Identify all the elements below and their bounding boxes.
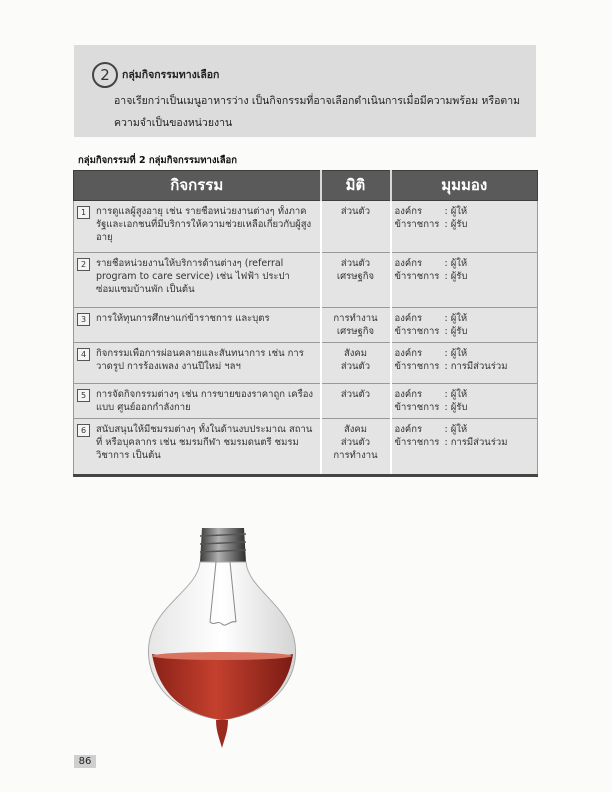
- perspective-value: : การมีส่วนร่วม: [444, 437, 508, 448]
- table-row: [74, 308, 538, 343]
- table-row: [74, 343, 538, 384]
- perspective-role: ข้าราชการ: [394, 402, 440, 413]
- section-description: อาจเรียกว่าเป็นเมนูอาหารว่าง เป็นกิจกรรมที่อาจเลือกดำเนินการเมื่อมีความพร้อม หรือตามความจำเป็นของหน่วยงาน: [114, 95, 521, 129]
- table-caption: กลุ่มกิจกรรมที่ 2 กลุ่มกิจกรรมทางเลือก: [78, 155, 237, 166]
- dimension-cell: ส่วนตัว: [321, 201, 391, 253]
- section-number-circle: 2: [92, 62, 118, 88]
- perspective-cell: [391, 308, 538, 343]
- table-row: [74, 384, 538, 419]
- perspective-role: ข้าราชการ: [394, 361, 440, 372]
- table-row: [74, 419, 538, 476]
- perspective-value: : ผู้ให้: [444, 348, 468, 359]
- perspective-role: องค์กร: [394, 348, 423, 359]
- row-number: 5: [77, 389, 90, 402]
- perspective-value: : ผู้รับ: [444, 219, 468, 230]
- perspective-value: : การมีส่วนร่วม: [444, 361, 508, 372]
- row-number: 4: [77, 348, 90, 361]
- activity-cell: [74, 343, 321, 384]
- perspective-value: : ผู้ให้: [444, 206, 468, 217]
- perspective-role: องค์กร: [394, 424, 423, 435]
- activity-text: การจัดกิจกรรมต่างๆ เช่น การขายของราคาถูก เครื่องแบบ ศูนย์ออกกำลังกาย: [96, 389, 314, 413]
- activity-cell: [74, 384, 321, 419]
- header-perspective: มุมมอง: [391, 171, 538, 201]
- activity-cell: [74, 253, 321, 308]
- table-row: [74, 201, 538, 253]
- perspective-cell: [391, 343, 538, 384]
- page-number: 86: [74, 755, 96, 768]
- header-dimension: มิติ: [321, 171, 391, 201]
- dimension-cell: การทำงาน เศรษฐกิจ: [321, 308, 391, 343]
- dimension-cell: ส่วนตัว: [321, 384, 391, 419]
- perspective-cell: [391, 253, 538, 308]
- activity-text: สนับสนุนให้มีชมรมต่างๆ ทั้งในด้านงบประมาณ สถานที่ หรือบุคลากร เช่น ชมรมกีฬา ชมรมดนตรี ชมรมวิชาการ เป็นต้น: [96, 424, 313, 461]
- perspective-role: องค์กร: [394, 389, 423, 400]
- activity-text: การให้ทุนการศึกษาแก่ข้าราชการ และบุตร: [96, 313, 270, 324]
- perspective-role: ข้าราชการ: [394, 326, 440, 337]
- perspective-role: องค์กร: [394, 206, 423, 217]
- perspective-cell: [391, 201, 538, 253]
- activity-cell: [74, 308, 321, 343]
- activity-cell: [74, 201, 321, 253]
- perspective-role: องค์กร: [394, 313, 423, 324]
- perspective-cell: [391, 419, 538, 476]
- perspective-value: : ผู้รับ: [444, 326, 468, 337]
- activity-text: กิจกรรมเพื่อการผ่อนคลายและสันทนาการ เช่น การวาดรูป การร้องเพลง งานปีใหม่ ฯลฯ: [96, 348, 304, 372]
- activity-text: การดูแลผู้สูงอายุ เช่น รายชื่อหน่วยงานต่างๆ ทั้งภาครัฐและเอกชนที่มีบริการให้ความช่วยเหลือเกี่ยวกับผู้สูงอายุ: [96, 206, 312, 243]
- table-header-row: [74, 171, 538, 201]
- perspective-role: ข้าราชการ: [394, 437, 440, 448]
- perspective-value: : ผู้ให้: [444, 313, 468, 324]
- header-activity: กิจกรรม: [74, 171, 321, 201]
- table-row: [74, 253, 538, 308]
- row-number: 6: [77, 424, 90, 437]
- perspective-value: : ผู้รับ: [444, 402, 468, 413]
- activity-text: รายชื่อหน่วยงานให้บริการด้านต่างๆ (referral program to care service) เช่น ไฟฟ้า ประปา ซ่อมแซมบ้านพัก เป็นต้น: [96, 258, 290, 295]
- perspective-value: : ผู้ให้: [444, 389, 468, 400]
- perspective-role: ข้าราชการ: [394, 219, 440, 230]
- section-title: กลุ่มกิจกรรมทางเลือก: [122, 69, 220, 81]
- perspective-role: องค์กร: [394, 258, 423, 269]
- row-number: 1: [77, 206, 90, 219]
- perspective-value: : ผู้รับ: [444, 271, 468, 282]
- perspective-role: ข้าราชการ: [394, 271, 440, 282]
- lightbulb-image: [140, 526, 310, 756]
- dimension-cell: สังคม ส่วนตัว: [321, 343, 391, 384]
- dimension-cell: ส่วนตัว เศรษฐกิจ: [321, 253, 391, 308]
- perspective-value: : ผู้ให้: [444, 424, 468, 435]
- row-number: 3: [77, 313, 90, 326]
- perspective-cell: [391, 384, 538, 419]
- dimension-cell: สังคม ส่วนตัว การทำงาน: [321, 419, 391, 476]
- activity-cell: [74, 419, 321, 476]
- row-number: 2: [77, 258, 90, 271]
- activity-table: [73, 170, 538, 477]
- perspective-value: : ผู้ให้: [444, 258, 468, 269]
